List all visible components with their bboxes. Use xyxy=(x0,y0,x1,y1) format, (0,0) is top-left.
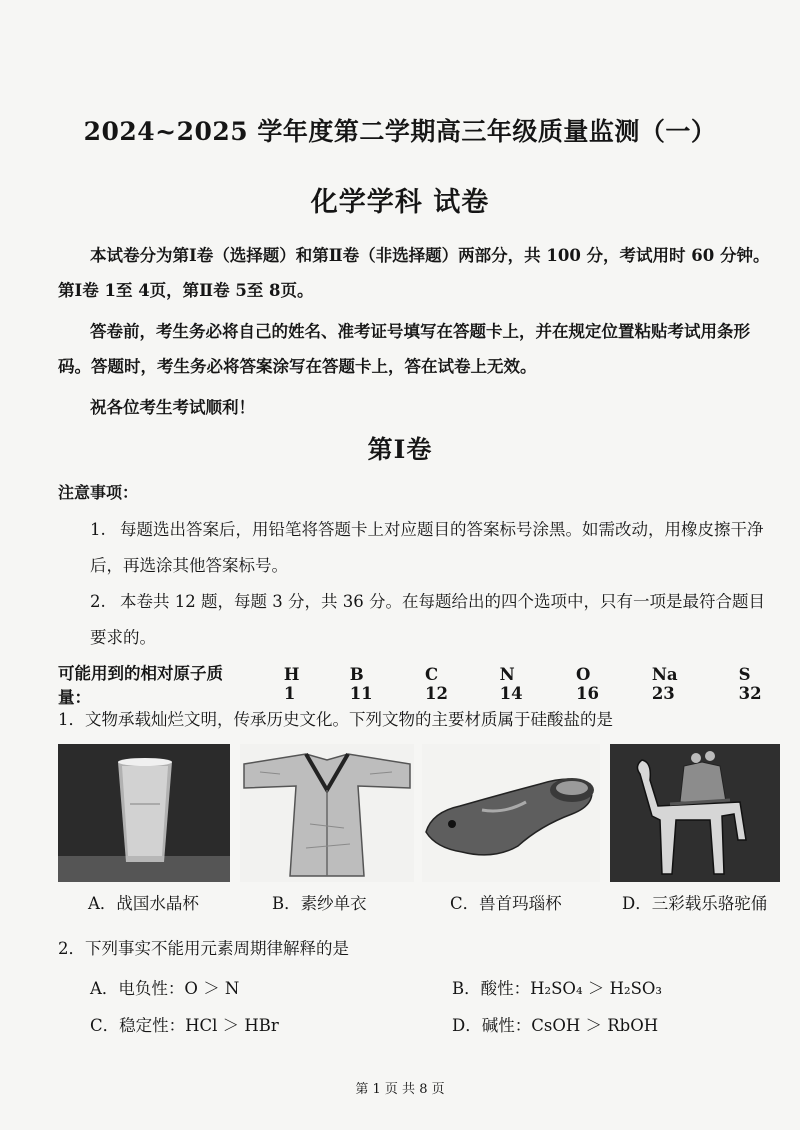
page-number: 第 1 页 共 8 页 xyxy=(355,1082,445,1097)
atomic-mass-n: N 14 xyxy=(499,665,523,703)
intro-paragraph-2: 答卷前，考生务必将自己的姓名、准考证号填写在答题卡上，并在规定位置粘贴考试用条形码。答题时，考生务必将答案涂写在答题卡上，答在试卷上无效。 xyxy=(58,322,750,376)
option-a-caption: A．战国水晶杯 xyxy=(88,894,199,913)
question-2-option-c: C．稳定性：HCl ＞ HBr xyxy=(90,1016,279,1035)
intro-paragraph-3: 祝各位考生考试顺利！ xyxy=(90,398,255,417)
atomic-mass-c: C 12 xyxy=(425,665,449,703)
question-2-option-b: B．酸性：H₂SO₄ ＞ H₂SO₃ xyxy=(452,979,663,998)
notice-item-2 xyxy=(90,584,780,656)
notice-number: 2. xyxy=(90,592,106,611)
atomic-mass-o: O 16 xyxy=(576,665,600,703)
atomic-mass-line xyxy=(58,660,778,708)
question-2-option-d: D．碱性：CsOH ＞ RbOH xyxy=(452,1016,659,1035)
notice-text: 本卷共 12 题，每题 3 分，共 36 分。在每题给出的四个选项中，只有一项是最符合题目要求的。 xyxy=(90,592,765,647)
notice-label: 注意事项： xyxy=(58,483,139,502)
camel-figurine-image xyxy=(610,744,780,882)
question-1-stem: 1．文物承载灿烂文明，传承历史文化。下列文物的主要材质属于硅酸盐的是 xyxy=(58,710,613,729)
atomic-mass-h: H 1 xyxy=(283,665,300,703)
question-2-option-a: A．电负性：O ＞ N xyxy=(90,979,240,998)
atomic-mass-label: 可能用到的相对原子质量： xyxy=(58,664,223,707)
atomic-mass-s: S 32 xyxy=(738,665,762,703)
silk-robe-image xyxy=(240,744,414,882)
exam-title: 2024~2025 学年度第二学期高三年级质量监测（一） xyxy=(83,117,717,146)
intro-paragraph-1: 本试卷分为第Ⅰ卷（选择题）和第Ⅱ卷（非选择题）两部分，共 100 分，考试用时 60 分钟。第Ⅰ卷 1至 4页，第Ⅱ卷 5至 8页。 xyxy=(58,246,770,300)
section-heading: 第Ⅰ卷 xyxy=(367,435,433,464)
subject-title: 化学学科 试卷 xyxy=(310,187,490,218)
option-b-caption: B．素纱单衣 xyxy=(272,894,367,913)
option-c-caption: C．兽首玛瑙杯 xyxy=(450,894,562,913)
notice-text: 每题选出答案后，用铅笔将答题卡上对应题目的答案标号涂黑。如需改动，用橡皮擦干净后，再选涂其他答案标号。 xyxy=(90,520,764,575)
question-2-stem: 2．下列事实不能用元素周期律解释的是 xyxy=(58,939,349,958)
agate-cup-image xyxy=(422,744,600,882)
atomic-mass-na: Na 23 xyxy=(651,665,678,703)
option-d-caption: D．三彩载乐骆驼俑 xyxy=(622,894,768,913)
notice-item-1 xyxy=(90,512,780,584)
crystal-cup-image xyxy=(58,744,230,882)
atomic-mass-b: B 11 xyxy=(349,665,373,703)
notice-number: 1. xyxy=(90,520,106,539)
